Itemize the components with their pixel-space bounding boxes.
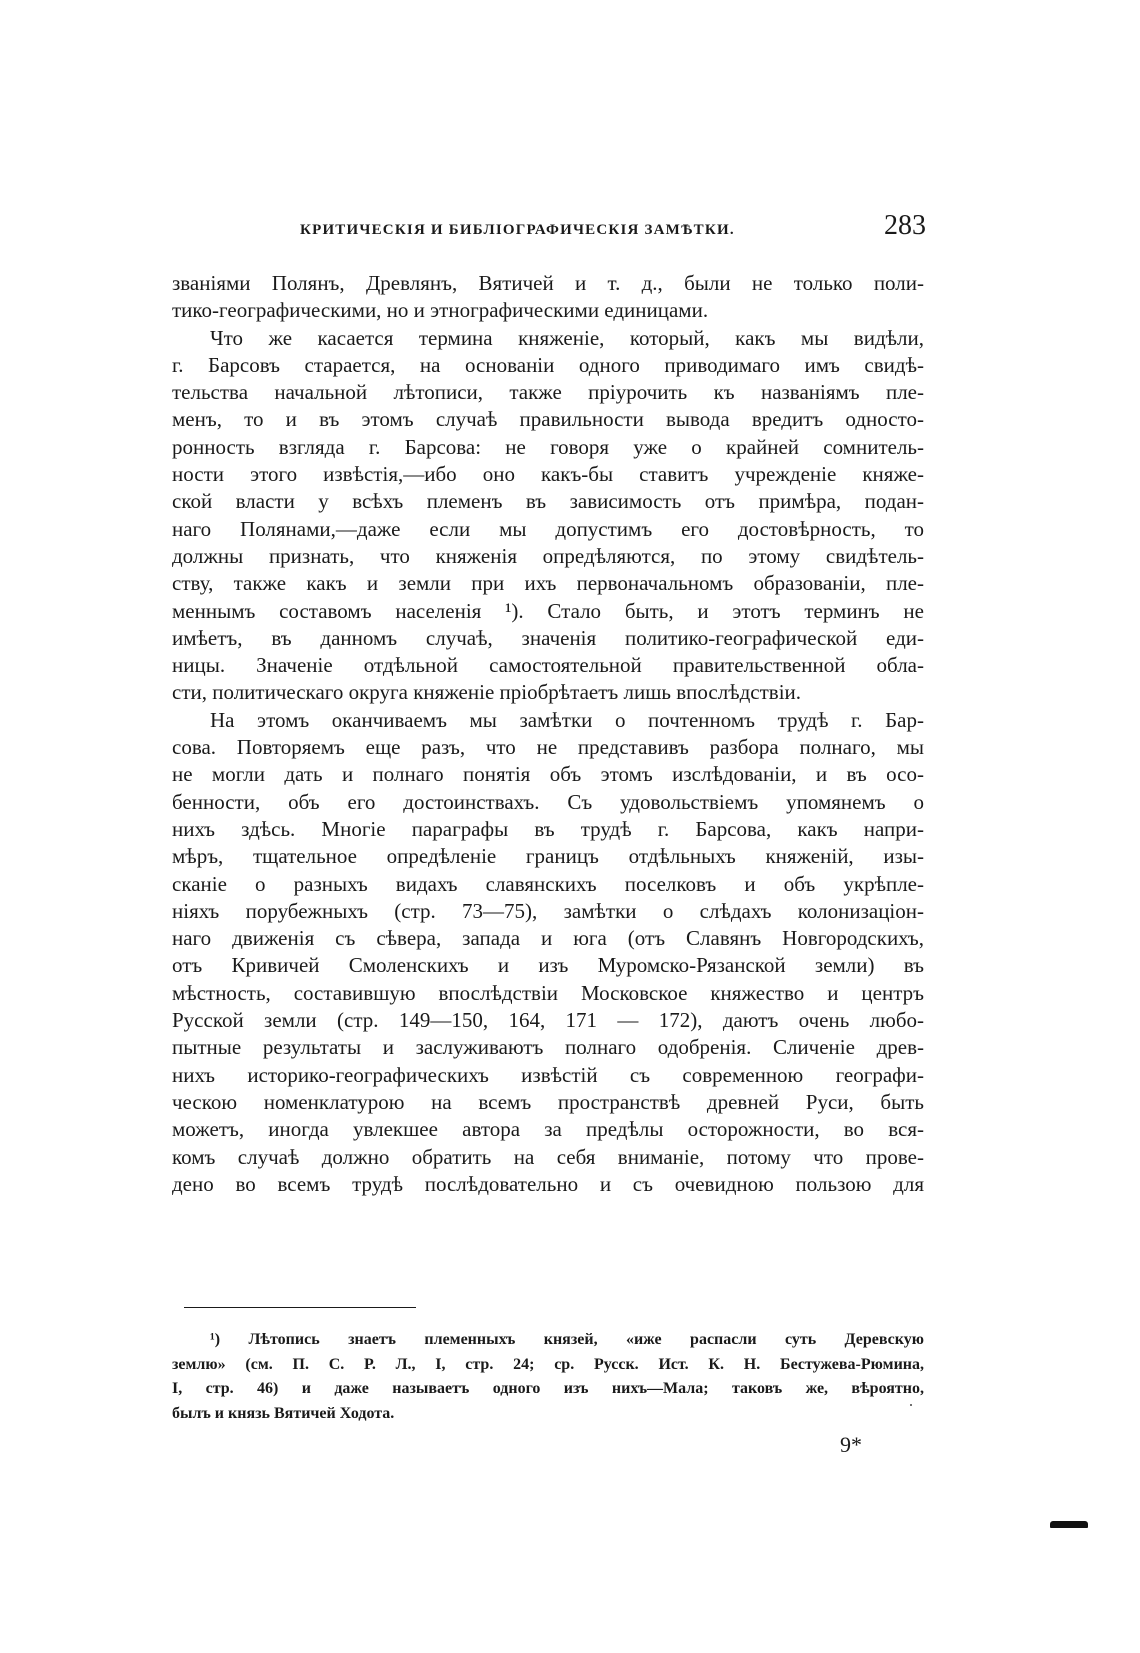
body-text [172, 270, 924, 1198]
text-line: можетъ, иногда увлекшее автора за предѣлы осторожности, во вся- [172, 1117, 924, 1142]
footnote-line: былъ и князь Вятичей Ходота. [172, 1404, 395, 1422]
text-line: ронность взгляда г. Барсова: не говоря уже о крайней сомнитель- [172, 434, 924, 459]
text-line: бенности, объ его достоинствахъ. Съ удовольствіемъ упомянемъ о [172, 789, 924, 814]
text-line: ской власти у всѣхъ племенъ въ зависимость отъ примѣра, подан- [172, 489, 924, 514]
footnote-line: I, стр. 46) и даже называетъ одного изъ нихъ—Мала; таковъ же, вѣроятно, [172, 1380, 924, 1397]
signature-mark: 9* [840, 1432, 862, 1457]
footnote-divider [184, 1307, 416, 1308]
text-line: мѣстность, составившую впослѣдствіи Московское княжество и центръ [172, 980, 924, 1005]
page-number: 283 [884, 210, 926, 241]
page-header [170, 210, 926, 250]
text-line: дено во всемъ трудѣ послѣдовательно и съ очевидною пользою для [172, 1171, 924, 1196]
text-line: менъ, то и въ этомъ случаѣ правильности вывода вредитъ односто- [172, 407, 924, 432]
text-line: должны признать, что княженія опредѣляются, по этому свидѣтель- [172, 543, 924, 568]
text-line: наго движенія съ сѣвера, запада и юга (отъ Славянъ Новгородскихъ, [172, 926, 924, 951]
text-line: нихъ здѣсь. Многіе параграфы въ трудѣ г. Барсова, какъ напри- [172, 816, 924, 841]
text-line: г. Барсовъ старается, на основаніи одного приводимаго имъ свидѣ- [172, 352, 924, 377]
text-line: комъ случаѣ должно обратить на себя вниманіе, потому что прове- [172, 1144, 924, 1169]
text-line: меннымъ составомъ населенія ¹). Стало быть, и этотъ терминъ не [172, 598, 924, 623]
print-speck [910, 1404, 912, 1406]
text-line: ницы. Значеніе отдѣльной самостоятельной правительственной обла- [172, 653, 924, 678]
text-line: ству, также какъ и земли при ихъ первоначальномъ образованіи, пле- [172, 571, 924, 596]
text-line: нихъ историко-географическихъ извѣстій съ современною географи- [172, 1062, 924, 1087]
text-line: тельства начальной лѣтописи, также пріурочить къ названіямъ пле- [172, 380, 924, 405]
text-line: не могли дать и полнаго понятія объ этомъ изслѣдованіи, и въ осо- [172, 762, 924, 787]
text-line: отъ Кривичей Смоленскихъ и изъ Муромско-Рязанской земли) въ [172, 953, 924, 978]
text-line: ческою номенклатурою на всемъ пространствѣ древней Руси, быть [172, 1089, 924, 1114]
text-line: имѣетъ, въ данномъ случаѣ, значенія политико-географической еди- [172, 625, 924, 650]
text-line: мѣръ, тщательное опредѣленіе границъ отдѣльныхъ княженій, изы- [172, 844, 924, 869]
text-line: пытные результаты и заслуживаютъ полнаго одобренія. Сличеніе древ- [172, 1035, 924, 1060]
text-line: сова. Повторяемъ еще разъ, что не представивъ разбора полнаго, мы [172, 735, 924, 760]
text-line: тико-географическими, но и этнографическими единицами. [172, 298, 709, 323]
footnote-line: ¹) Лѣтопись знаетъ племенныхъ князей, «иже распасли суть Деревскую [210, 1331, 924, 1348]
footnote-line: землю» (см. П. С. Р. Л., I, стр. 24; ср. Русск. Ист. К. Н. Бестужева-Рюмина, [172, 1355, 924, 1373]
text-line: На этомъ оканчиваемъ мы замѣтки о почтенномъ трудѣ г. Бар- [210, 707, 924, 732]
text-line: ніяхъ порубежныхъ (стр. 73—75), замѣтки о слѣдахъ колонизаціон- [172, 898, 924, 923]
text-line: Что же касается термина княженіе, который, какъ мы видѣли, [210, 325, 924, 350]
text-line: Русской земли (стр. 149—150, 164, 171 — 172), даютъ очень любо- [172, 1008, 924, 1033]
text-line: сти, политическаго округа княженіе пріобрѣтаетъ лишь впослѣдствіи. [172, 680, 802, 705]
text-line: наго Полянами,—даже если мы допустимъ его достовѣрность, то [172, 516, 924, 541]
text-line: ности этого извѣстія,—ибо оно какъ-бы ставитъ учрежденіе княже- [172, 462, 924, 487]
text-line: сканіе о разныхъ видахъ славянскихъ поселковъ и объ укрѣпле- [172, 871, 924, 896]
footnotes [172, 1328, 924, 1426]
edge-scan-mark [1050, 1521, 1088, 1528]
running-head: КРИТИЧЕСКІЯ И БИБЛІОГРАФИЧЕСКІЯ ЗАМѢТКИ. [300, 222, 735, 238]
text-line: званіями Полянъ, Древлянъ, Вятичей и т. д., были не только поли- [172, 271, 924, 295]
